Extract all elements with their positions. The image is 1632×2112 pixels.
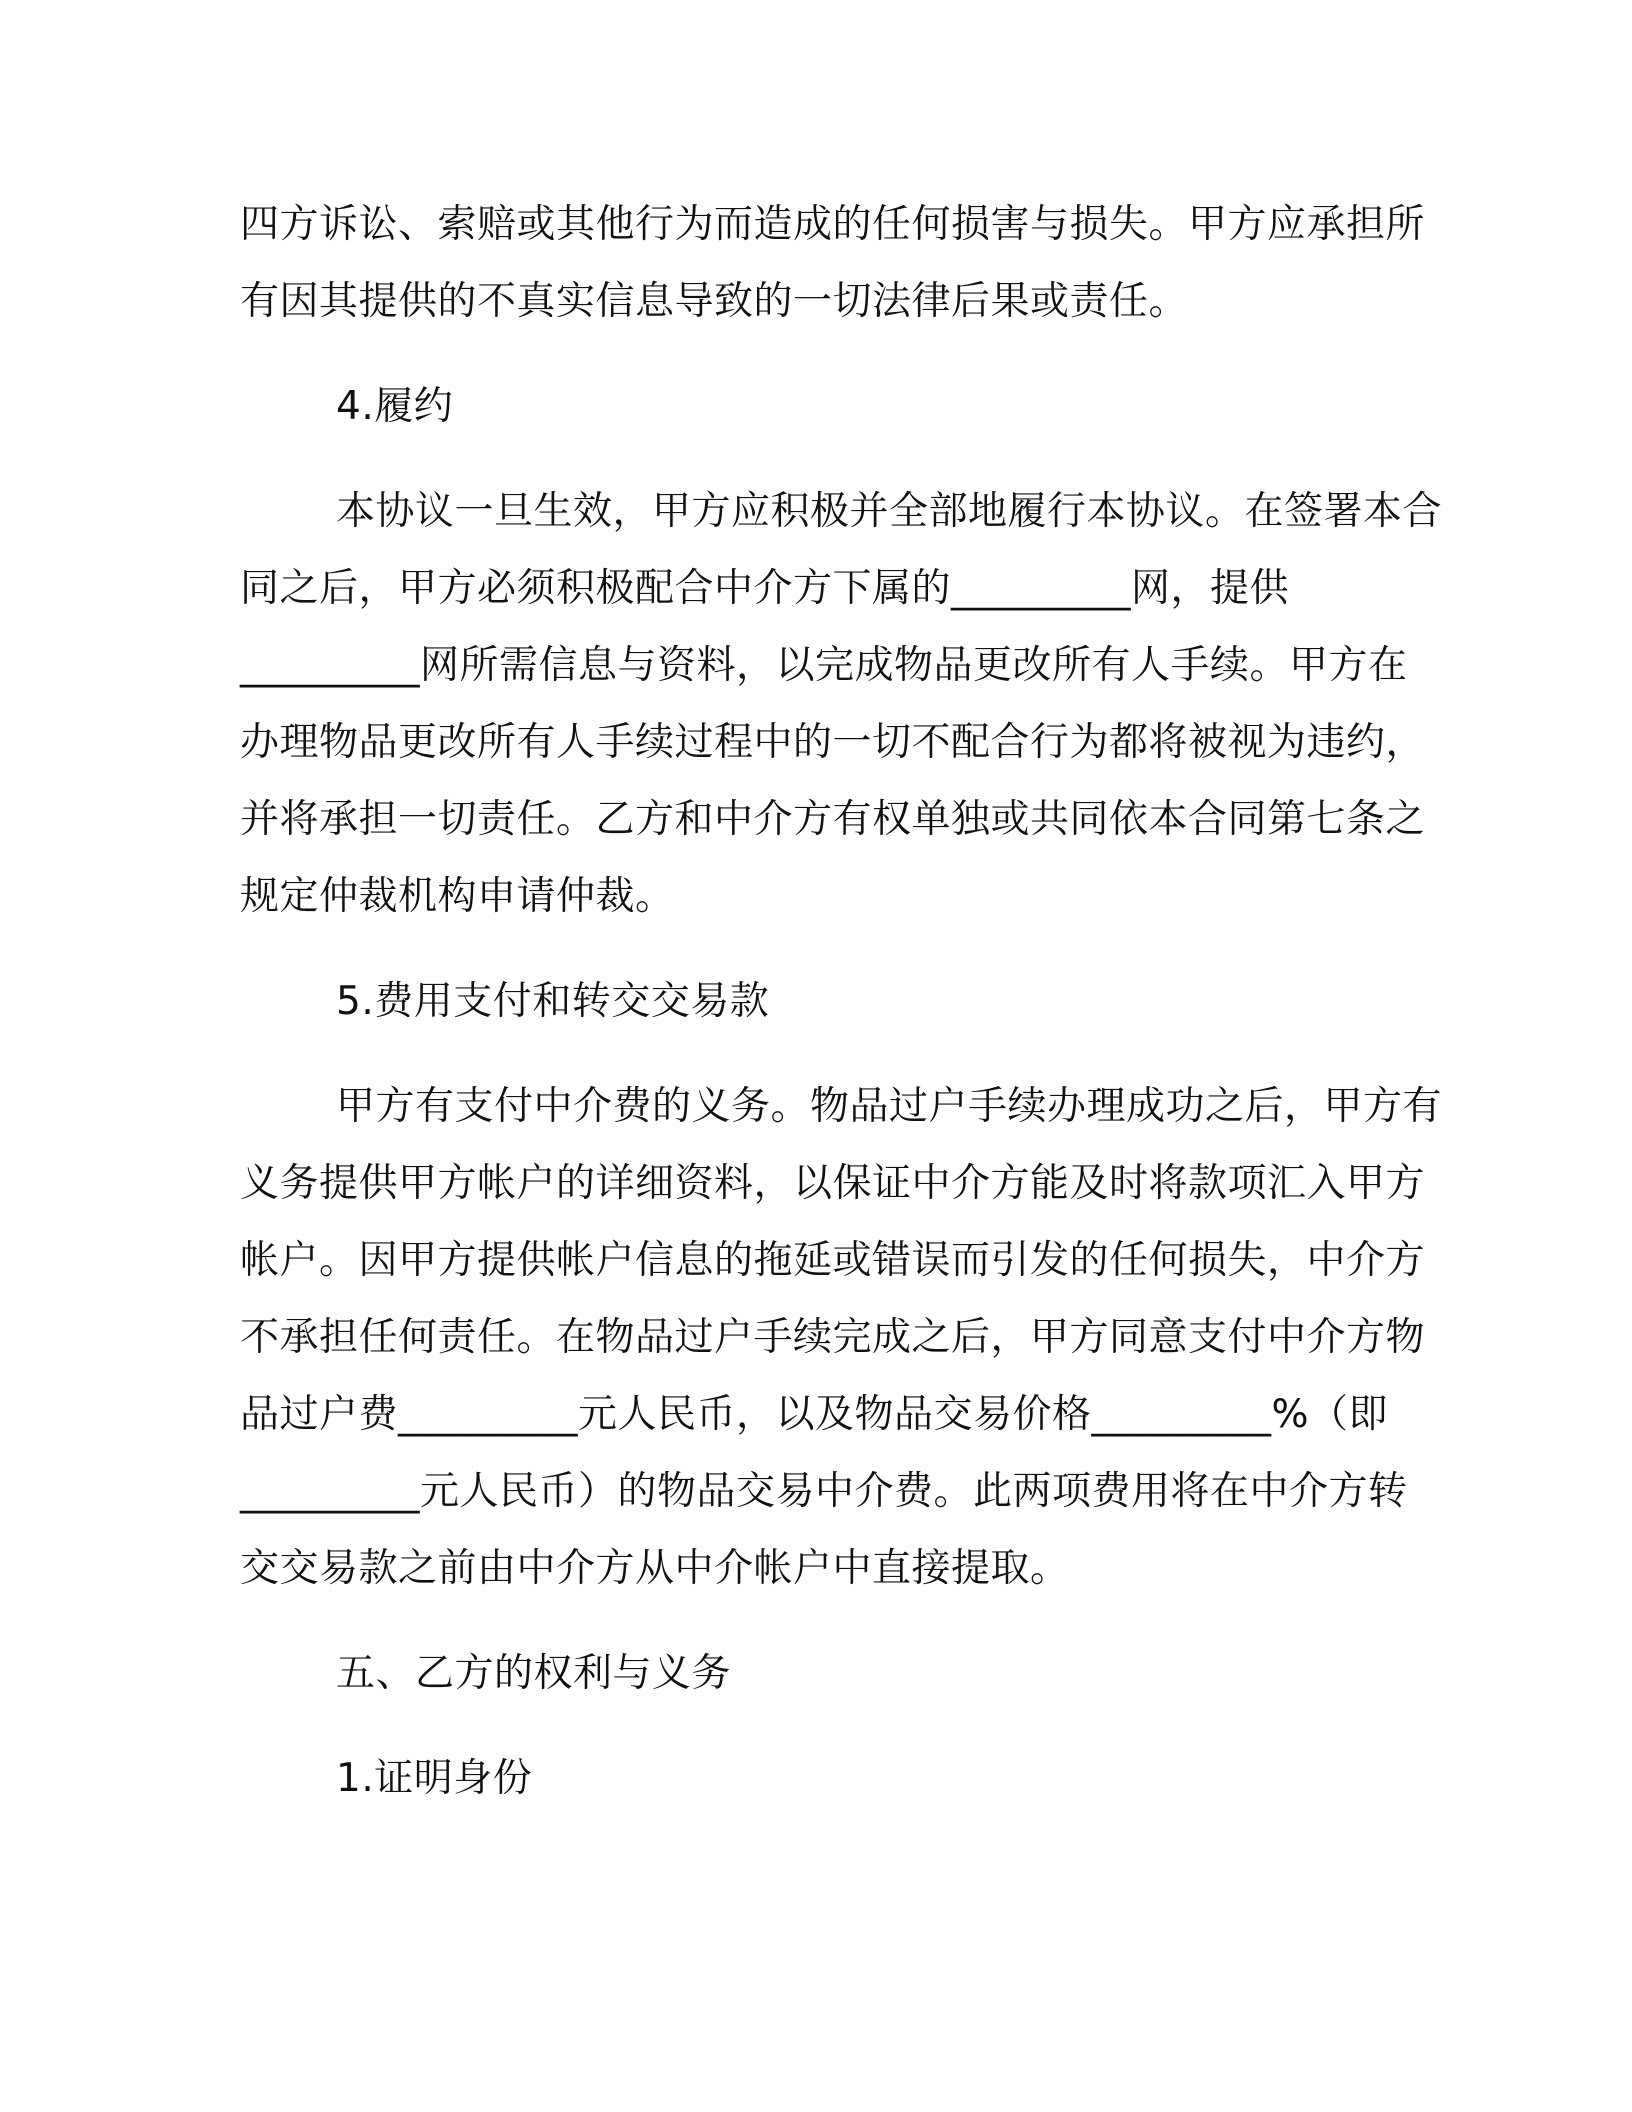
heading-text: 五、乙方的权利与义务 (336, 1651, 732, 1696)
text-line: 交交易款之前由中介方从中介帐户中直接提取。 (240, 1546, 1070, 1591)
heading-text: 4.履约 (336, 384, 454, 429)
document-body (240, 186, 1443, 1817)
text-line: 办理物品更改所有人手续过程中的一切不配合行为都将被视为违约， (240, 720, 1426, 765)
section-heading-payment (240, 963, 1390, 1040)
text-line: 帐户。因甲方提供帐户信息的拖延或错误而引发的任何损失，中介方 (240, 1238, 1426, 1283)
section-heading-performance (240, 368, 1390, 445)
text-line: 甲方有支付中介费的义务。物品过户手续办理成功之后，甲方有 (336, 1084, 1443, 1129)
text-line: 品过户费_________元人民币，以及物品交易价格_________%（即 (240, 1392, 1389, 1437)
text-line: 并将承担一切责任。乙方和中介方有权单独或共同依本合同第七条之 (240, 797, 1426, 842)
text-line: 义务提供甲方帐户的详细资料，以保证中介方能及时将款项汇入甲方 (240, 1161, 1426, 1206)
text-line: 四方诉讼、索赔或其他行为而造成的任何损害与损失。甲方应承担所 (240, 202, 1426, 247)
text-line: 同之后，甲方必须积极配合中介方下属的_________网，提供 (240, 566, 1290, 611)
text-line: _________网所需信息与资料，以完成物品更改所有人手续。甲方在 (240, 643, 1408, 688)
heading-text: 5.费用支付和转交交易款 (336, 979, 770, 1024)
paragraph-continuation (240, 186, 1426, 340)
text-line: 不承担任何责任。在物品过户手续完成之后，甲方同意支付中介方物 (240, 1315, 1426, 1360)
text-line: 有因其提供的不真实信息导致的一切法律后果或责任。 (240, 279, 1189, 324)
heading-text: 1.证明身份 (336, 1756, 533, 1801)
paragraph-performance (240, 473, 1443, 935)
paragraph-payment (240, 1068, 1443, 1607)
section-heading-identity (240, 1740, 1390, 1817)
text-line: 规定仲裁机构申请仲裁。 (240, 874, 675, 919)
text-line: _________元人民币）的物品交易中介费。此两项费用将在中介方转 (240, 1469, 1408, 1514)
chapter-heading-party-b (240, 1635, 1390, 1712)
text-line: 本协议一旦生效，甲方应积极并全部地履行本协议。在签署本合 (336, 489, 1443, 534)
